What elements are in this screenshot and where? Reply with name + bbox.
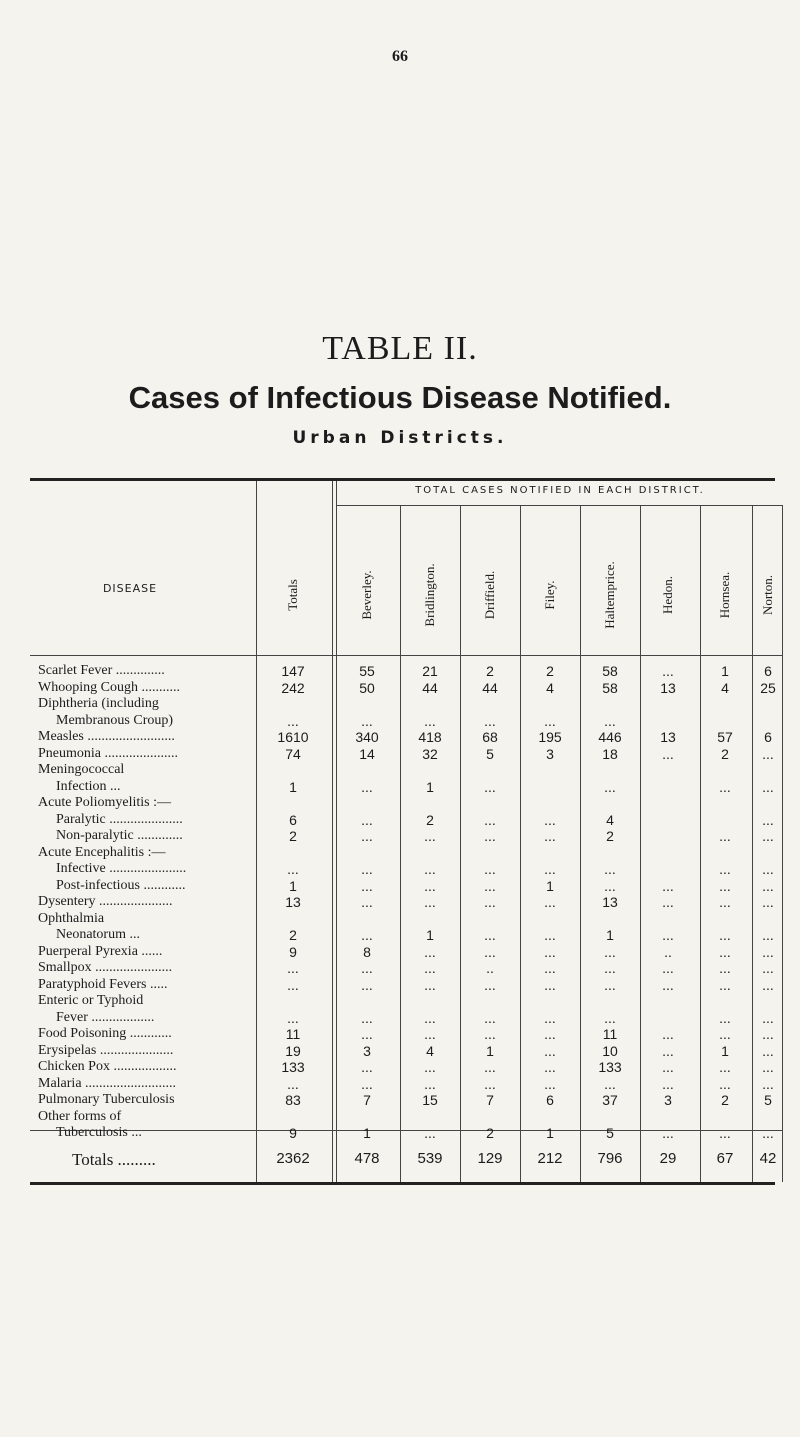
table-cell: ...	[544, 1009, 556, 1026]
table-cell: 3	[363, 1042, 371, 1059]
table-cell: ...	[719, 976, 731, 993]
totals-cell: 212	[537, 1150, 563, 1167]
table-cell: ...	[424, 861, 436, 877]
totals-cell: 796	[597, 1150, 623, 1167]
table-cell: ...	[424, 1125, 436, 1141]
table-row	[0, 811, 800, 829]
table-cell: ...	[424, 894, 436, 910]
table-cell: ...	[424, 1059, 436, 1075]
table-rule	[30, 655, 782, 656]
table-cell: ...	[604, 877, 616, 894]
column-header	[712, 550, 738, 640]
table-bottom-rule	[30, 1182, 775, 1185]
table-row	[0, 695, 800, 713]
disease-label: Post-infectious ............	[56, 877, 186, 893]
table-cell: ...	[361, 877, 373, 894]
table-cell: ...	[762, 894, 774, 910]
table-cell: 2	[721, 1092, 729, 1108]
disease-label: Acute Poliomyelitis :—	[38, 795, 171, 810]
table-cell: ...	[424, 1026, 436, 1042]
table-cell: ...	[762, 1009, 774, 1026]
table-cell: ...	[361, 1026, 373, 1042]
table-cell: ...	[287, 1075, 299, 1092]
table-row	[0, 943, 800, 961]
table-cell: 58	[602, 663, 618, 679]
table-cell: ...	[719, 1026, 731, 1042]
table-cell: 9	[289, 1125, 297, 1141]
table-cell: ...	[484, 976, 496, 993]
table-cell: ...	[484, 1009, 496, 1026]
table-cell: ...	[719, 894, 731, 910]
table-cell: 2	[426, 811, 434, 828]
table-row	[0, 794, 800, 812]
table-cell: ...	[604, 712, 616, 729]
table-cell: ...	[484, 778, 496, 795]
table-cell: ...	[762, 828, 774, 844]
table-cell: 3	[664, 1092, 672, 1108]
column-header-label: Haltemprice.	[602, 561, 617, 629]
disease-label: Non-paralytic .............	[56, 828, 183, 843]
table-cell: 55	[359, 663, 375, 679]
table-cell: 18	[602, 745, 618, 762]
table-cell: 2	[486, 1125, 494, 1141]
table-cell: ...	[662, 663, 674, 679]
table-cell: ...	[662, 1125, 674, 1141]
table-cell: ...	[719, 1059, 731, 1075]
table-cell: ...	[762, 943, 774, 960]
column-header	[477, 550, 503, 640]
table-row	[0, 679, 800, 697]
table-cell: ...	[484, 943, 496, 960]
totals-cell: 129	[477, 1150, 503, 1167]
table-cell: 19	[285, 1042, 301, 1059]
page-number: 66	[392, 48, 408, 65]
column-header	[597, 550, 623, 640]
totals-cell: 478	[354, 1150, 380, 1167]
table-cell: 58	[602, 679, 618, 696]
table-cell: 1	[363, 1125, 371, 1141]
table-cell: ...	[719, 877, 731, 894]
table-cell: 50	[359, 679, 375, 696]
table-cell: ...	[604, 1009, 616, 1026]
table-row	[0, 778, 800, 796]
disease-label: Erysipelas .....................	[38, 1042, 174, 1058]
table-cell: ...	[762, 960, 774, 976]
table-cell: ...	[544, 943, 556, 960]
table-cell: 1	[426, 927, 434, 943]
table-cell: 10	[602, 1042, 618, 1059]
table-row	[0, 860, 800, 878]
disease-label: Smallpox ......................	[38, 960, 173, 975]
table-cell: ...	[424, 943, 436, 960]
table-cell: ...	[762, 1125, 774, 1141]
table-cell: 4	[606, 811, 614, 828]
table-cell: 13	[285, 894, 301, 910]
disease-label: Meningococcal	[38, 762, 125, 777]
table-cell: 44	[482, 679, 498, 696]
disease-label: Dysentery .....................	[38, 894, 173, 909]
table-cell: ...	[544, 811, 556, 828]
table-cell: ...	[762, 1075, 774, 1092]
table-cell: ...	[762, 811, 774, 828]
table-cell: 83	[285, 1092, 301, 1108]
table-cell: ...	[544, 828, 556, 844]
table-cell: 147	[281, 663, 305, 679]
table-cell: 7	[363, 1092, 371, 1108]
table-cell: ...	[484, 811, 496, 828]
table-cell: ...	[662, 976, 674, 993]
disease-label: Membranous Croup)	[56, 712, 174, 728]
table-cell: ...	[361, 927, 373, 943]
column-header	[354, 550, 380, 640]
table-cell: 57	[717, 729, 733, 745]
disease-label: Pulmonary Tuberculosis	[38, 1092, 175, 1107]
table-cell: ...	[484, 712, 496, 729]
disease-label: Infective ......................	[56, 861, 187, 876]
table-cell: ...	[484, 1075, 496, 1092]
table-cell: ...	[719, 1075, 731, 1092]
table-row	[0, 1058, 800, 1076]
disease-label: Ophthalmia	[38, 910, 105, 926]
table-row	[0, 992, 800, 1010]
table-cell: 2	[289, 927, 297, 943]
totals-label: Totals .........	[72, 1150, 156, 1169]
table-cell: ...	[484, 861, 496, 877]
table-cell: 2	[606, 828, 614, 844]
table-cell: 11	[602, 1026, 618, 1042]
table-cell: 1	[546, 877, 554, 894]
table-cell: ...	[287, 712, 299, 729]
totals-cell: 67	[716, 1150, 734, 1167]
table-cell: 68	[482, 729, 498, 745]
table-cell: ...	[361, 1009, 373, 1026]
table-cell: ...	[662, 927, 674, 943]
table-cell: ...	[361, 976, 373, 993]
table-cell: ...	[762, 877, 774, 894]
table-cell: ...	[424, 976, 436, 993]
table-row	[0, 1009, 800, 1027]
table-cell: 4	[721, 679, 729, 696]
table-cell: ...	[361, 894, 373, 910]
table-cell: 5	[764, 1092, 772, 1108]
table-row	[0, 761, 800, 779]
disease-label: Food Poisoning ............	[38, 1026, 172, 1041]
disease-label: Infection ...	[56, 778, 121, 794]
table-rule	[336, 505, 782, 506]
table-cell: 195	[538, 729, 562, 745]
disease-column-header: DISEASE	[102, 582, 158, 595]
table-cell: ...	[544, 712, 556, 729]
table-cell: ...	[604, 778, 616, 795]
table-cell: 13	[660, 679, 676, 696]
table-cell: ...	[719, 861, 731, 877]
table-cell: 1	[289, 877, 297, 894]
table-cell: ...	[719, 927, 731, 943]
table-heading: TABLE II.	[322, 330, 478, 367]
table-cell: ...	[287, 976, 299, 993]
table-cell: ...	[424, 828, 436, 844]
disease-label: Enteric or Typhoid	[38, 993, 144, 1008]
table-cell: 1	[486, 1042, 494, 1059]
table-cell: 9	[289, 943, 297, 960]
table-row	[0, 877, 800, 895]
table-cell: ...	[719, 1125, 731, 1141]
table-cell: 1	[721, 663, 729, 679]
table-cell: ...	[484, 894, 496, 910]
disease-label: Whooping Cough ...........	[38, 679, 180, 695]
column-header-label: Beverley.	[359, 570, 374, 620]
disease-label: Other forms of	[38, 1108, 122, 1124]
table-row	[0, 893, 800, 911]
column-header-label: Filey.	[542, 580, 557, 610]
table-cell: ...	[424, 960, 436, 976]
table-cell: 3	[546, 745, 554, 762]
table-cell: ...	[662, 960, 674, 976]
table-cell: ...	[544, 927, 556, 943]
table-banner: TOTAL CASES NOTIFIED IN EACH DISTRICT.	[415, 485, 705, 496]
column-header-label: Bridlington.	[422, 563, 437, 627]
totals-cell: 29	[659, 1150, 677, 1167]
table-cell: 11	[285, 1026, 301, 1042]
table-cell: 4	[426, 1042, 434, 1059]
table-cell: 13	[602, 894, 618, 910]
table-cell: 14	[359, 745, 375, 762]
table-cell: ...	[544, 1075, 556, 1092]
disease-label: Tuberculosis ...	[56, 1125, 142, 1140]
table-cell: ...	[544, 960, 556, 976]
table-cell: ...	[544, 1026, 556, 1042]
totals-cell: 539	[417, 1150, 443, 1167]
table-cell: 37	[602, 1092, 618, 1108]
disease-label: Puerperal Pyrexia ......	[38, 943, 163, 959]
table-cell: 74	[285, 745, 301, 762]
table-cell: 32	[422, 745, 438, 762]
table-cell: 4	[546, 679, 554, 696]
table-cell: ...	[424, 1075, 436, 1092]
table-cell: ...	[361, 1075, 373, 1092]
table-cell: 5	[606, 1125, 614, 1141]
table-cell: 2	[486, 663, 494, 679]
column-header	[755, 550, 781, 640]
column-header-label: Norton.	[760, 574, 775, 616]
table-cell: ...	[662, 1059, 674, 1075]
disease-label: Diphtheria (including	[38, 696, 159, 711]
table-cell: ...	[287, 960, 299, 976]
table-cell: ...	[424, 877, 436, 894]
table-cell: ...	[762, 1026, 774, 1042]
column-header	[280, 550, 306, 640]
column-header	[417, 550, 443, 640]
table-cell: 6	[546, 1092, 554, 1108]
table-cell: 6	[764, 729, 772, 745]
table-row	[0, 1108, 800, 1126]
disease-label: Scarlet Fever ..............	[38, 663, 165, 678]
table-row	[0, 827, 800, 845]
disease-label: Neonatorum ...	[56, 927, 140, 942]
table-cell: ...	[287, 861, 299, 877]
table-cell: ...	[719, 828, 731, 844]
table-cell: 5	[486, 745, 494, 762]
column-header-label: Hornsea.	[717, 571, 732, 619]
table-cell: ...	[544, 861, 556, 877]
table-cell: ...	[361, 1059, 373, 1075]
table-cell: ...	[484, 1059, 496, 1075]
column-header	[537, 550, 563, 640]
table-cell: ...	[662, 894, 674, 910]
disease-label: Chicken Pox ..................	[38, 1059, 177, 1074]
table-cell: ...	[762, 1042, 774, 1059]
table-cell: ...	[719, 1009, 731, 1026]
table-row	[0, 976, 800, 994]
table-cell: ...	[484, 828, 496, 844]
table-cell: ...	[544, 1059, 556, 1075]
table-cell: 1610	[277, 729, 309, 745]
table-cell: 1	[606, 927, 614, 943]
table-cell: 242	[281, 679, 305, 696]
table-cell: ...	[361, 712, 373, 729]
table-row	[0, 844, 800, 862]
table-cell: 25	[760, 679, 776, 696]
column-header	[655, 550, 681, 640]
table-row	[0, 728, 800, 746]
table-cell: ...	[604, 976, 616, 993]
table-top-rule	[30, 478, 775, 481]
table-row	[0, 1124, 800, 1142]
table-cell: ...	[484, 1026, 496, 1042]
table-row	[0, 926, 800, 944]
table-cell: 446	[598, 729, 622, 745]
table-cell: ...	[484, 927, 496, 943]
table-cell: 13	[660, 729, 676, 745]
sub-subtitle: Urban Districts.	[292, 428, 508, 448]
table-cell: 21	[422, 663, 438, 679]
table-cell: ...	[361, 960, 373, 976]
table-cell: ...	[762, 861, 774, 877]
totals-cell: 42	[759, 1150, 777, 1167]
subtitle: Cases of Infectious Disease Notified.	[128, 380, 672, 415]
table-cell: ...	[762, 778, 774, 795]
table-cell: 2	[546, 663, 554, 679]
table-cell: 8	[363, 943, 371, 960]
table-cell: 1	[426, 778, 434, 795]
table-cell: 418	[418, 729, 442, 745]
table-cell: 133	[281, 1059, 305, 1075]
table-cell: 1	[546, 1125, 554, 1141]
table-cell: ..	[664, 943, 672, 960]
disease-label: Acute Encephalitis :—	[38, 844, 166, 860]
table-cell: 1	[721, 1042, 729, 1059]
table-cell: 7	[486, 1092, 494, 1108]
table-cell: ...	[604, 943, 616, 960]
table-cell: ...	[361, 778, 373, 795]
table-cell: ...	[762, 745, 774, 762]
table-cell: ...	[544, 894, 556, 910]
table-cell: ...	[361, 828, 373, 844]
table-cell: ...	[424, 1009, 436, 1026]
table-row	[0, 1025, 800, 1043]
column-header-label: Totals	[285, 579, 300, 611]
table-cell: ...	[719, 778, 731, 795]
table-cell: ...	[287, 1009, 299, 1026]
table-cell: 1	[289, 778, 297, 795]
disease-label: Malaria ..........................	[38, 1075, 177, 1091]
table-cell: ...	[762, 976, 774, 993]
table-row	[0, 1042, 800, 1060]
table-cell: ...	[719, 960, 731, 976]
table-cell: ...	[361, 811, 373, 828]
totals-cell: 2362	[276, 1150, 310, 1167]
disease-label: Paratyphoid Fevers .....	[38, 976, 168, 992]
table-cell: 340	[355, 729, 379, 745]
table-cell: 2	[289, 828, 297, 844]
disease-label: Measles .........................	[38, 729, 175, 744]
table-cell: 15	[422, 1092, 438, 1108]
column-header-label: Hedon.	[660, 576, 675, 614]
disease-label: Fever ..................	[56, 1009, 155, 1025]
table-cell: ...	[361, 861, 373, 877]
table-cell: 133	[598, 1059, 622, 1075]
table-cell: ...	[604, 861, 616, 877]
table-cell: ...	[544, 976, 556, 993]
table-cell: 44	[422, 679, 438, 696]
table-cell: ...	[604, 960, 616, 976]
table-cell: ...	[662, 1042, 674, 1059]
table-row	[0, 1091, 800, 1109]
table-row	[0, 745, 800, 763]
table-cell: ...	[544, 1042, 556, 1059]
table-cell: ...	[719, 943, 731, 960]
table-cell: ...	[662, 877, 674, 894]
table-cell: ...	[424, 712, 436, 729]
table-row	[0, 910, 800, 928]
table-cell: 2	[721, 745, 729, 762]
table-cell: ...	[662, 1026, 674, 1042]
disease-label: Pneumonia .....................	[38, 745, 178, 761]
table-cell: ...	[762, 927, 774, 943]
table-cell: ...	[662, 745, 674, 762]
table-cell: ..	[486, 960, 494, 976]
table-cell: ...	[604, 1075, 616, 1092]
table-row	[0, 662, 800, 680]
table-cell: 6	[289, 811, 297, 828]
table-row	[0, 712, 800, 730]
table-row	[0, 959, 800, 977]
table-cell: ...	[762, 1059, 774, 1075]
table-cell: ...	[662, 1075, 674, 1092]
table-row	[0, 1075, 800, 1093]
table-cell: 6	[764, 663, 772, 679]
column-header-label: Driffield.	[482, 570, 497, 620]
disease-label: Paralytic .....................	[56, 811, 183, 827]
table-cell: ...	[484, 877, 496, 894]
